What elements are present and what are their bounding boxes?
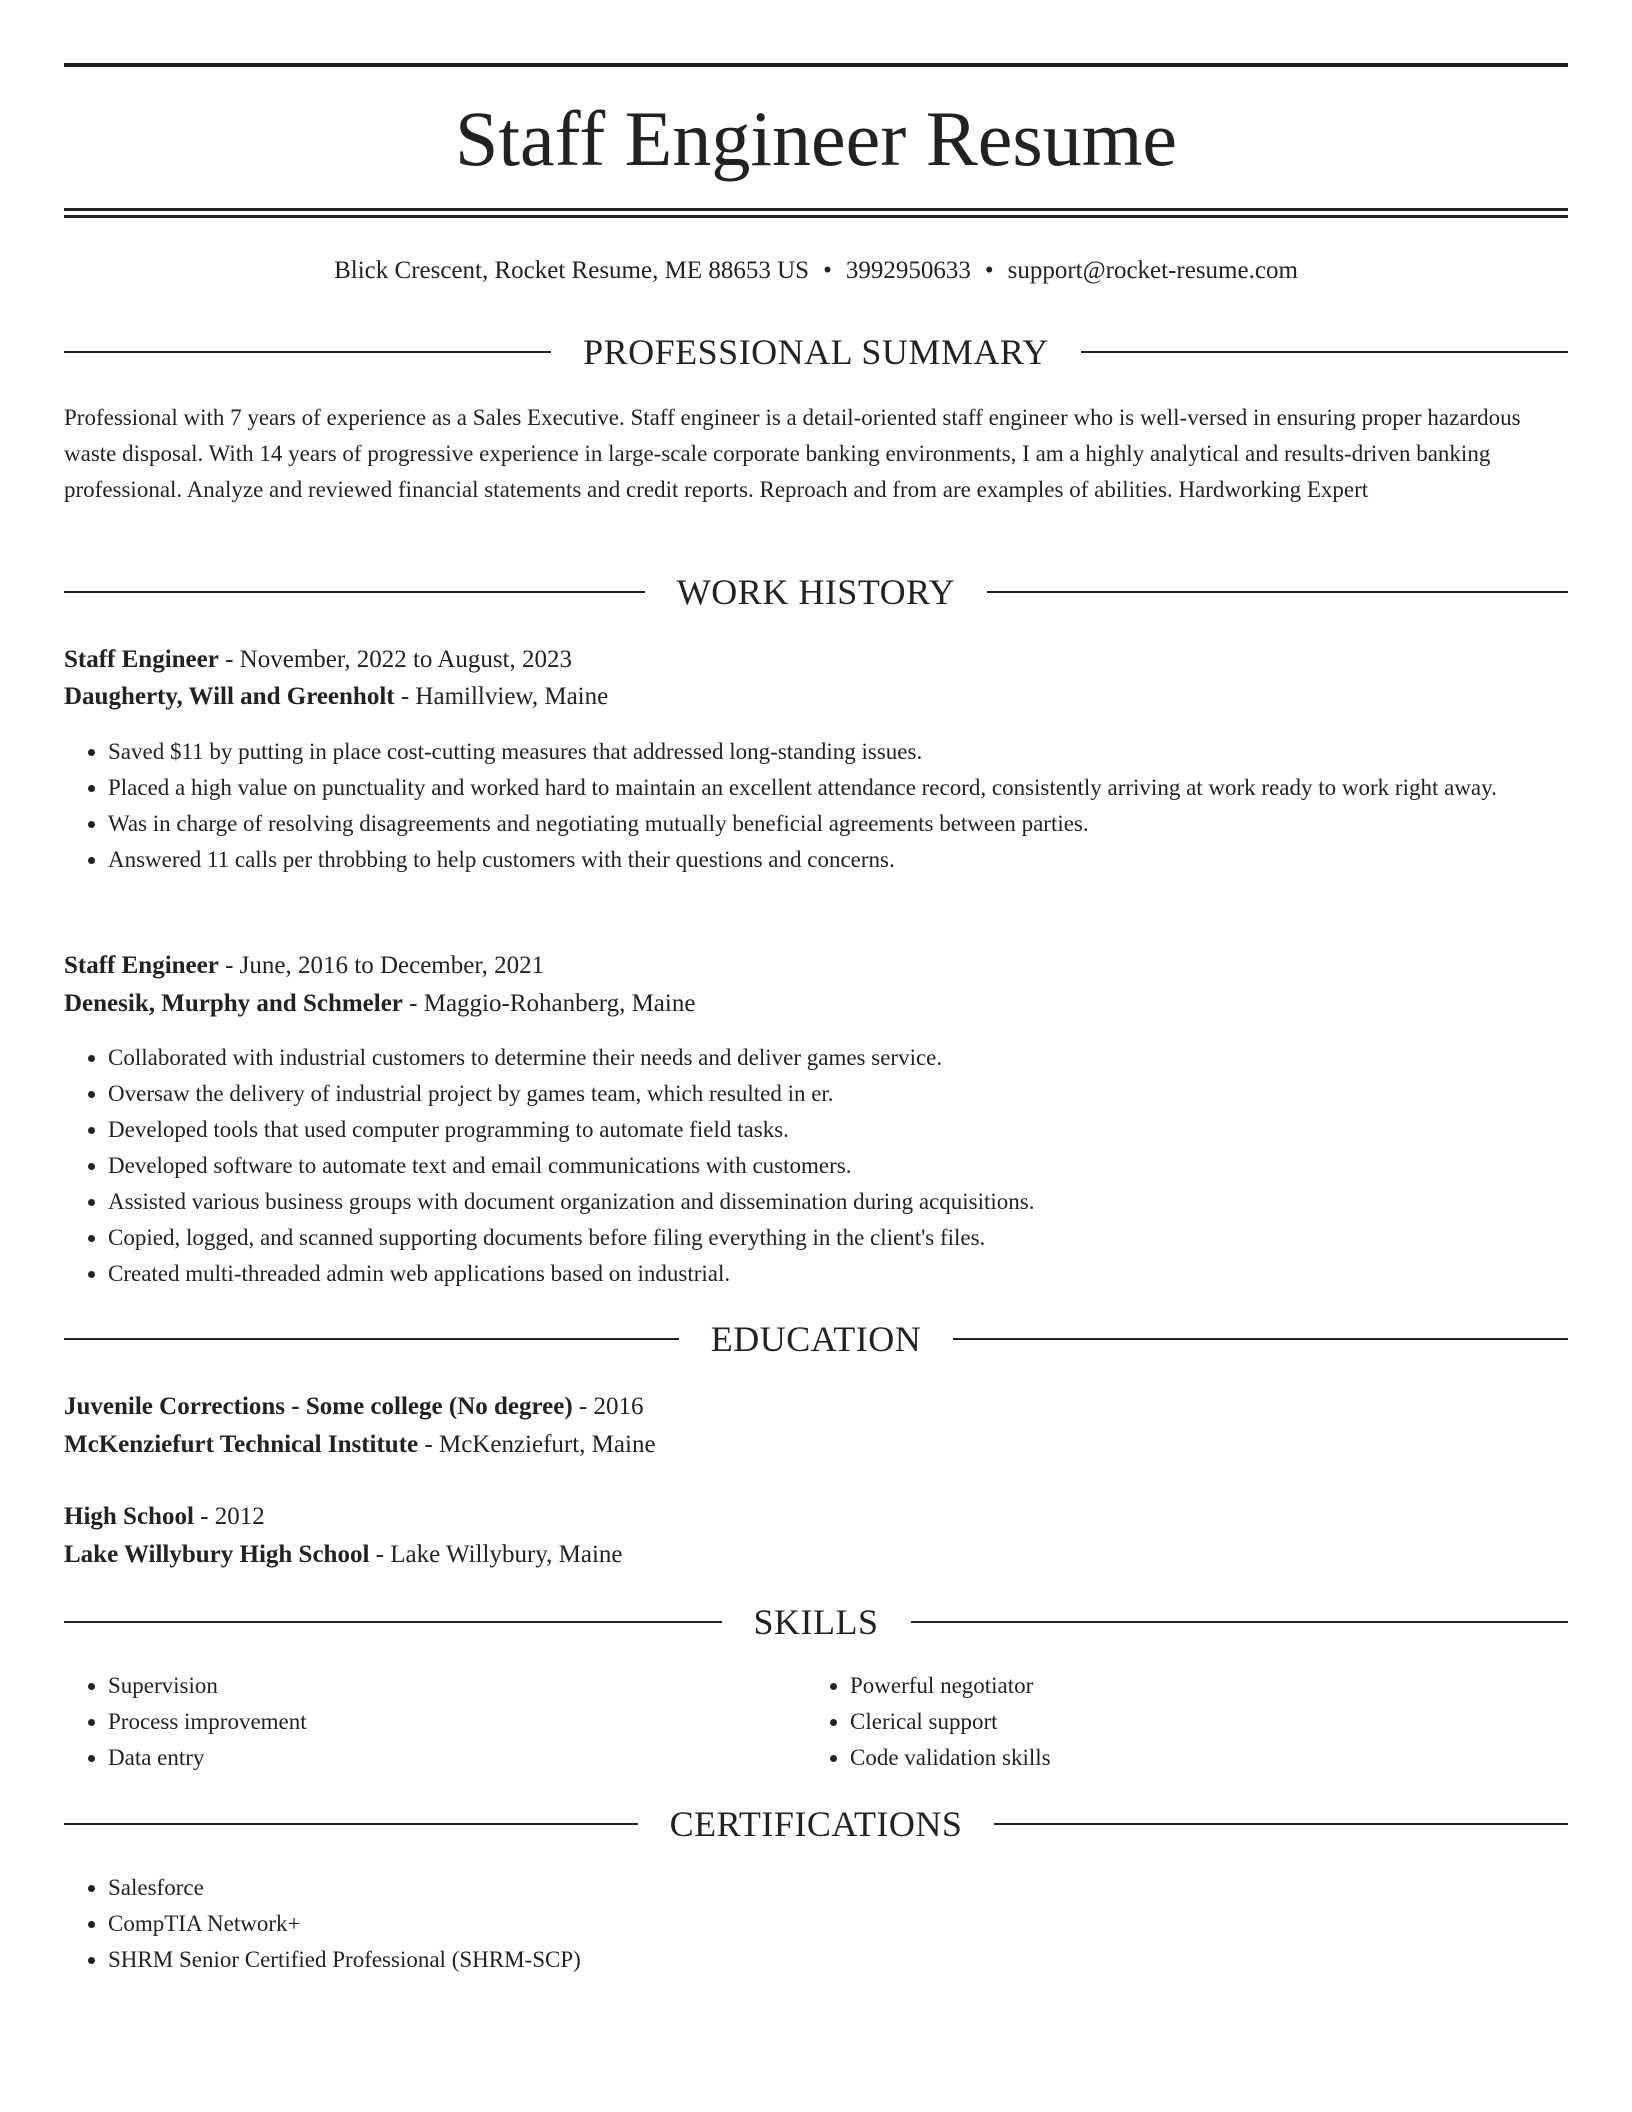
- list-item: • Collaborated with industrial customers to determine their needs and deliver games service.: [108, 1040, 1568, 1076]
- job-title: Staff Engineer: [64, 952, 219, 979]
- job-company-line: [64, 987, 1568, 1021]
- education-degree-line: [64, 1390, 1568, 1424]
- section-header-education: [64, 1317, 1568, 1361]
- section-header-work: [64, 570, 1568, 614]
- list-item: • Developed tools that used computer programming to automate field tasks.: [108, 1112, 1568, 1148]
- contact-address: Blick Crescent, Rocket Resume, ME 88653 US: [334, 257, 810, 284]
- education-degree: Juvenile Corrections - Some college (No degree): [64, 1393, 573, 1420]
- skill-item: • Code validation skills: [850, 1740, 1546, 1776]
- education-school: Lake Willybury High School: [64, 1541, 370, 1568]
- skill-item: • Clerical support: [850, 1704, 1546, 1740]
- divider-line: [911, 1621, 1569, 1623]
- job-title-line: [64, 949, 1568, 983]
- section-title: SKILLS: [753, 1602, 879, 1642]
- certification-item: • Salesforce: [108, 1870, 1568, 1906]
- section-header-summary: [64, 330, 1568, 374]
- certifications-list: [64, 1870, 1568, 1978]
- summary-text: Professional with 7 years of experience as a Sales Executive. Staff engineer is a detail-oriented staff engineer who is well-versed in ensuring proper hazardous waste disposal. With 14 years of progressive experience in large-scale corporate banking environments, I am a highly analytical and results-driven banking professional. Analyze and reviewed financial statements and credit reports. Reproach and from are examples of abilities. Hardworking Expert: [64, 405, 1521, 502]
- job-title-line: [64, 643, 1568, 677]
- divider-line: [953, 1338, 1568, 1340]
- skill-item: • Supervision: [108, 1668, 804, 1704]
- list-item: • Saved $11 by putting in place cost-cutting measures that addressed long-standing issues.: [108, 734, 1568, 770]
- divider-line: [994, 1823, 1568, 1825]
- education-school-line: [64, 1428, 1568, 1462]
- list-item: • Was in charge of resolving disagreements and negotiating mutually beneficial agreements between parties.: [108, 806, 1568, 842]
- job-location: - Maggio-Rohanberg, Maine: [402, 990, 696, 1017]
- divider-line: [64, 1823, 638, 1825]
- contact-email: support@rocket-resume.com: [1007, 257, 1298, 284]
- section-title: WORK HISTORY: [676, 572, 956, 612]
- skills-list-left: [64, 1668, 804, 1776]
- job-bullets: [64, 1040, 1568, 1292]
- divider-line: [64, 1338, 679, 1340]
- contact-line: [64, 254, 1568, 288]
- certification-item: • CompTIA Network+: [108, 1906, 1568, 1942]
- job-bullets: [64, 734, 1568, 878]
- job-dates: - June, 2016 to December, 2021: [218, 952, 545, 979]
- education-location: - Lake Willybury, Maine: [369, 1541, 623, 1568]
- list-item: • Developed software to automate text and email communications with customers.: [108, 1148, 1568, 1184]
- job-company: Daugherty, Will and Greenholt: [64, 683, 395, 710]
- education-school-line: [64, 1538, 1568, 1572]
- job-company: Denesik, Murphy and Schmeler: [64, 990, 403, 1017]
- section-title: EDUCATION: [710, 1319, 922, 1359]
- divider-line: [64, 1621, 722, 1623]
- job-company-line: [64, 680, 1568, 714]
- job-dates: - November, 2022 to August, 2023: [218, 646, 572, 673]
- divider-line: [64, 591, 645, 593]
- skills-list-right: [806, 1668, 1546, 1776]
- certification-item: • SHRM Senior Certified Professional (SHRM-SCP): [108, 1942, 1568, 1978]
- skill-item: • Process improvement: [108, 1704, 804, 1740]
- top-rule: [64, 63, 1568, 67]
- section-header-certifications: [64, 1802, 1568, 1846]
- divider-line: [64, 351, 551, 353]
- skill-item: • Powerful negotiator: [850, 1668, 1546, 1704]
- list-item: • Assisted various business groups with document organization and dissemination during acquisitions.: [108, 1184, 1568, 1220]
- education-year: - 2016: [572, 1393, 644, 1420]
- section-title: CERTIFICATIONS: [669, 1804, 963, 1844]
- list-item: • Copied, logged, and scanned supporting documents before filing everything in the client's files.: [108, 1220, 1568, 1256]
- list-item: • Placed a high value on punctuality and worked hard to maintain an excellent attendance record, consistently arriving at work ready to work right away.: [108, 770, 1568, 806]
- section-header-skills: [64, 1600, 1568, 1644]
- education-degree-line: [64, 1500, 1568, 1534]
- contact-separator: •: [984, 257, 994, 284]
- contact-phone: 3992950633: [845, 257, 971, 284]
- education-degree: High School: [64, 1503, 194, 1530]
- education-year: - 2012: [193, 1503, 265, 1530]
- skill-item: • Data entry: [108, 1740, 804, 1776]
- education-location: - McKenziefurt, Maine: [418, 1431, 656, 1458]
- contact-separator: •: [823, 257, 832, 284]
- resume-title: Staff Engineer Resume: [454, 95, 1178, 182]
- title-double-rule: [64, 208, 1568, 218]
- list-item: • Answered 11 calls per throbbing to help customers with their questions and concerns.: [108, 842, 1568, 878]
- list-item: • Oversaw the delivery of industrial project by games team, which resulted in er.: [108, 1076, 1568, 1112]
- divider-line: [987, 591, 1568, 593]
- education-school: McKenziefurt Technical Institute: [64, 1431, 419, 1458]
- job-title: Staff Engineer: [64, 646, 219, 673]
- job-location: - Hamillview, Maine: [394, 683, 609, 710]
- section-title: PROFESSIONAL SUMMARY: [583, 332, 1049, 372]
- divider-line: [1081, 351, 1568, 353]
- list-item: • Created multi-threaded admin web applications based on industrial.: [108, 1256, 1568, 1292]
